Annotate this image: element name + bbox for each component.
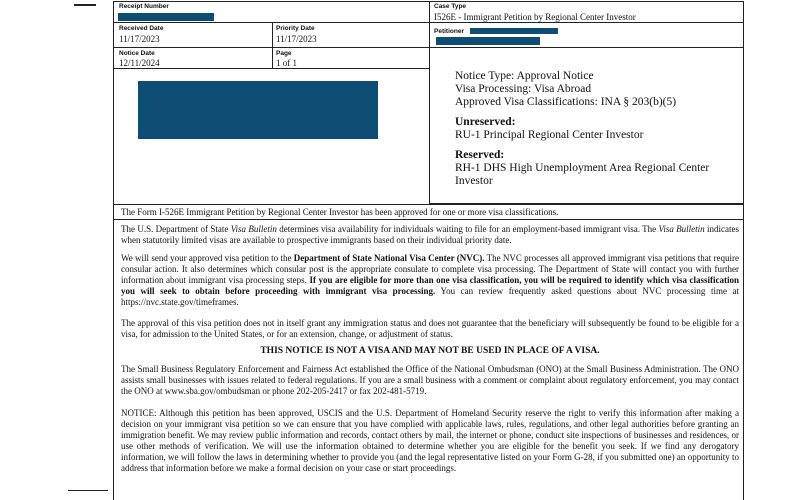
notice-date-cell	[113, 47, 273, 69]
p2-text-c: determines visa availability for individuals waiting to file for an employment-based immigrant visa. The	[276, 224, 659, 234]
notice-info	[455, 70, 745, 188]
receipt-number-cell	[113, 1, 430, 23]
paragraph-verification-notice: NOTICE: Although this petition has been approved, USCIS and the U.S. Department of Homeland Security reserve the right to verify this information after making a decision on your immigrant visa petition so we can ensure that you have complied with applicable laws, rules, regulations, and other legal authorities before granting an immigration benefit. We may review public information and records, contact others by mail, the internet or phone, conduct site inspections of businesses and residences, or use other methods of verification. We will use the information obtained to determine whether you are eligible for the benefit you seek. If we find any derogatory information, we will follow the laws in determining whether to provide you (and the legal representative listed on your Form G-28, if you submitted one) an opportunity to address that information before we make a formal decision on your case or start proceedings.	[121, 408, 739, 473]
page-value: 1 of 1	[276, 58, 297, 68]
paragraph-divider	[114, 219, 743, 220]
paragraph-approval-status: The approval of this visa petition does not in itself grant any immigration status and does not guarantee that the beneficiary will subsequently be found to be eligible for a visa, for admission to the United States, or for an extension, change, or adjustment of status.	[121, 318, 739, 339]
petitioner-label: Petitioner	[434, 28, 464, 35]
paragraph-nvc	[121, 253, 739, 308]
notice-type: Notice Type: Approval Notice	[455, 70, 594, 82]
received-date-value: 11/17/2023	[119, 34, 160, 44]
reserved-heading: Reserved:	[455, 149, 505, 161]
visa-processing: Visa Processing: Visa Abroad	[455, 83, 592, 95]
received-date-label: Received Date	[119, 25, 164, 32]
p2-visa-bulletin-2: Visa Bulletin	[658, 224, 705, 234]
priority-date-value: 11/17/2023	[276, 34, 317, 44]
redacted-petitioner-name	[470, 28, 558, 34]
p3-text-c: The NVC processes all approved immigrant visa petitions that require consular action. It also determines which consular post is the appropriate consulate to complete visa processing. The Department of State will contact you with further information about immigrant visa processing steps.	[121, 253, 739, 285]
corner-mark	[74, 0, 96, 6]
redacted-address-block	[138, 81, 378, 139]
petitioner-cell	[429, 22, 744, 48]
case-type-value: I526E - Immigrant Petition by Regional Center Investor	[434, 12, 636, 22]
notice-date-value: 12/11/2024	[119, 58, 160, 68]
p2-text-a: The U.S. Department of State	[121, 224, 231, 234]
reserved-value-line2: Investor	[455, 175, 493, 187]
p3-nvc-bold: Department of State National Visa Center (NVC).	[293, 253, 485, 263]
not-a-visa-notice: THIS NOTICE IS NOT A VISA AND MAY NOT BE USED IN PLACE OF A VISA.	[260, 346, 600, 356]
reserved-value-line1: RH-1 DHS High Unemployment Area Regional Center	[455, 162, 710, 174]
p3-eligibility-bold: If you are eligible for more than one visa classification, you will be required to identify which visa classification you will seek to obtain before proceeding with immigrant visa processing.	[121, 275, 739, 296]
redacted-receipt-number	[118, 13, 214, 21]
p3-text-e: You can review frequently asked questions about NVC processing time at https://nvc.state.gov/timeframes.	[121, 286, 739, 307]
priority-date-cell	[272, 22, 430, 48]
margin-line	[68, 490, 108, 491]
p2-text-e: indicates when statutorily limited visas are available to prospective immigrants based on their individual priority date.	[121, 224, 739, 245]
receipt-number-label: Receipt Number	[119, 3, 169, 10]
unreserved-value: RU-1 Principal Regional Center Investor	[455, 129, 644, 141]
section-divider	[114, 204, 743, 205]
paragraph-approval: The Form I-526E Immigrant Petition by Regional Center Investor has been approved for one or more visa classifications.	[121, 207, 559, 217]
approved-classifications: Approved Visa Classifications: INA § 203(b)(5)	[455, 96, 677, 108]
paragraph-ombudsman: The Small Business Regulatory Enforcement and Fairness Act established the Office of the National Ombudsman (ONO) at the Small Business Administration. The ONO assists small businesses with issues related to federal regulations. If you are a small business with a comment or complaint about regulatory enforcement, you may contact the ONO at www.sba.gov/ombudsman or phone 202-205-2417 or fax 202-481-5719.	[121, 364, 739, 396]
page-cell	[272, 47, 430, 69]
p2-visa-bulletin-1: Visa Bulletin	[230, 224, 277, 234]
case-type-cell	[429, 1, 744, 23]
redacted-petitioner-detail	[436, 37, 540, 45]
case-type-label: Case Type	[434, 3, 467, 10]
notice-date-label: Notice Date	[119, 50, 155, 57]
priority-date-label: Priority Date	[276, 25, 315, 32]
paragraph-visa-bulletin	[121, 224, 739, 246]
unreserved-heading: Unreserved:	[455, 116, 516, 128]
p3-text-a: We will send your approved visa petition to the	[121, 253, 294, 263]
page-label: Page	[276, 50, 292, 57]
received-date-cell	[113, 22, 273, 48]
